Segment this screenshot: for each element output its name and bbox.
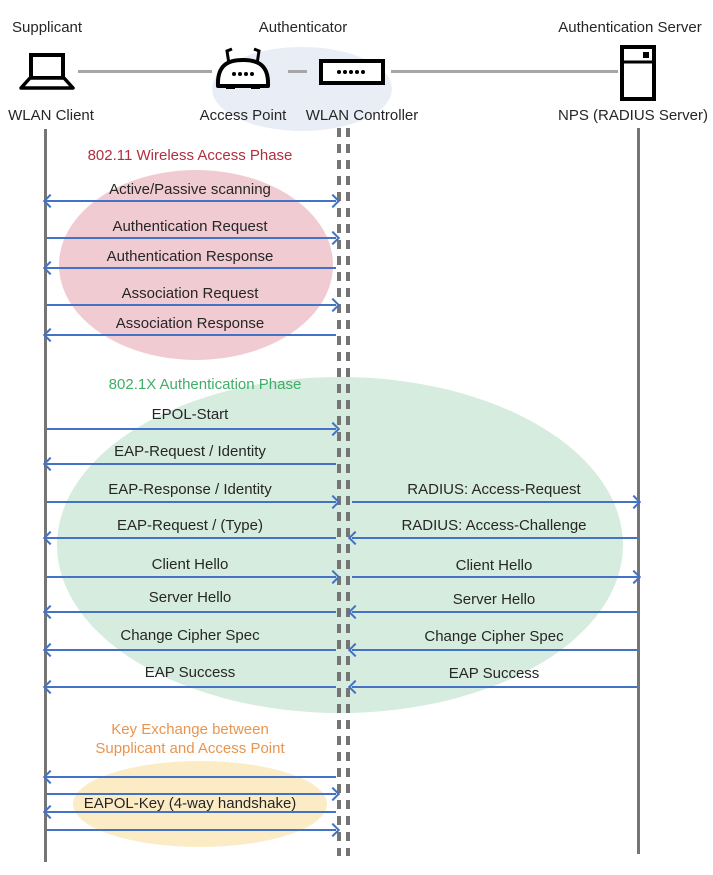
connector-line-controller-server — [391, 70, 618, 73]
arrow-eapol-key-4 — [47, 829, 336, 831]
message-label-association-request: Association Request — [121, 285, 259, 302]
actor-label-access-point: Access Point — [199, 107, 287, 124]
actor-label-wlan-controller: WLAN Controller — [305, 107, 419, 124]
connector-line-ap-controller — [288, 70, 307, 73]
message-label-scanning: Active/Passive scanning — [109, 181, 271, 198]
arrow-change-cipher-spec-right — [352, 649, 637, 651]
arrow-server-hello-left — [47, 611, 336, 613]
arrow-eap-request-identity — [47, 463, 336, 465]
arrow-scanning — [47, 200, 336, 202]
role-authentication-server: Authentication Server — [558, 19, 702, 36]
message-label-eap-success-right: EAP Success — [448, 665, 540, 682]
message-label-client-hello-right: Client Hello — [455, 557, 533, 574]
message-label-eap-request-type: EAP-Request / (Type) — [117, 517, 263, 534]
actor-label-nps-radius-server: NPS (RADIUS Server) — [557, 107, 709, 124]
access-point-icon — [214, 46, 272, 98]
arrow-association-response — [47, 334, 336, 336]
message-label-eap-request-identity: EAP-Request / Identity — [114, 443, 266, 460]
connector-line-client-ap — [78, 70, 212, 73]
message-label-association-response: Association Response — [115, 315, 265, 332]
arrow-server-hello-right — [352, 611, 637, 613]
phase3-title-line1: Key Exchange between — [111, 721, 269, 738]
message-label-eapol-key: EAPOL-Key (4-way handshake) — [83, 795, 297, 812]
lifeline-nps-server — [637, 128, 640, 854]
arrow-client-hello-left — [47, 576, 336, 578]
arrow-authentication-response — [47, 267, 336, 269]
phase2-title: 802.1X Authentication Phase — [108, 376, 302, 393]
lifeline-dashed-right — [346, 128, 350, 856]
arrow-eap-response-identity — [47, 501, 336, 503]
arrow-radius-access-request — [352, 501, 637, 503]
message-label-radius-access-challenge: RADIUS: Access-Challenge — [401, 517, 587, 534]
laptop-icon — [16, 52, 76, 97]
role-authenticator: Authenticator — [258, 19, 348, 36]
arrow-association-request — [47, 304, 336, 306]
phase3-title — [60, 720, 320, 758]
wlan-controller-icon — [319, 59, 385, 90]
phase1-title: 802.11 Wireless Access Phase — [87, 147, 293, 164]
message-label-epol-start: EPOL-Start — [151, 406, 229, 423]
arrow-eap-request-type — [47, 537, 336, 539]
message-label-radius-access-request: RADIUS: Access-Request — [407, 481, 581, 498]
role-supplicant: Supplicant — [12, 19, 83, 36]
actor-label-wlan-client: WLAN Client — [8, 107, 94, 124]
arrow-eap-success-right — [352, 686, 637, 688]
arrow-radius-access-challenge — [352, 537, 637, 539]
message-label-eap-success-left: EAP Success — [144, 664, 236, 681]
arrow-eapol-key-1 — [47, 776, 336, 778]
message-label-authentication-request: Authentication Request — [112, 218, 268, 235]
arrow-eap-success-left — [47, 686, 336, 688]
message-label-change-cipher-spec-left: Change Cipher Spec — [120, 627, 260, 644]
arrow-change-cipher-spec-left — [47, 649, 336, 651]
arrow-epol-start — [47, 428, 336, 430]
message-label-client-hello-left: Client Hello — [151, 556, 229, 573]
phase3-title-line2: Supplicant and Access Point — [95, 740, 285, 757]
arrow-authentication-request — [47, 237, 336, 239]
message-label-change-cipher-spec-right: Change Cipher Spec — [424, 628, 564, 645]
message-label-server-hello-right: Server Hello — [452, 591, 536, 608]
server-icon — [619, 44, 657, 107]
message-label-server-hello-left: Server Hello — [148, 589, 232, 606]
arrow-client-hello-right — [352, 576, 637, 578]
message-label-eap-response-identity: EAP-Response / Identity — [108, 481, 272, 498]
message-label-authentication-response: Authentication Response — [106, 248, 274, 265]
